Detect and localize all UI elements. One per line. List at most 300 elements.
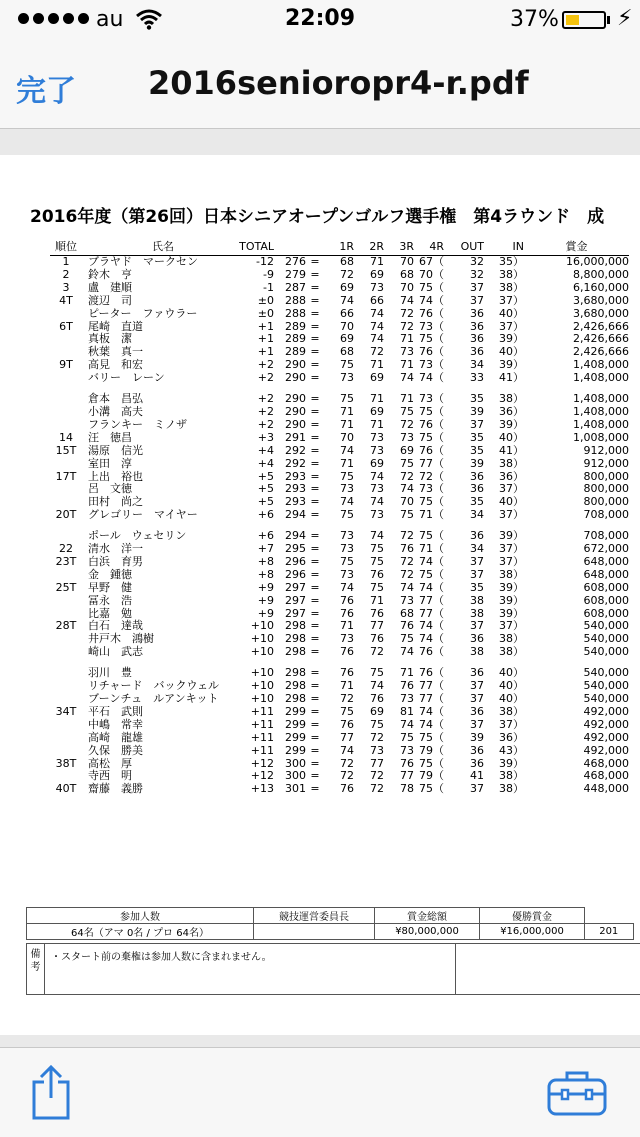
round-1-cell: 70	[340, 430, 354, 444]
prize-cell: 540,000	[583, 619, 629, 633]
round-1-cell: 76	[340, 645, 354, 659]
total-score-cell: 290	[285, 417, 306, 431]
out-score-cell: 34	[470, 542, 484, 556]
round-1-cell: 72	[340, 692, 354, 705]
header-prize: 賞金	[524, 239, 629, 256]
header-r2: 2R	[354, 239, 384, 256]
round-1-cell: 72	[340, 756, 354, 770]
in-score-cell: 40）	[499, 679, 524, 693]
in-score-cell: 35）	[499, 255, 524, 268]
out-score-cell: 32	[470, 255, 484, 268]
total-score-cell: 301	[285, 782, 306, 796]
prize-cell: 540,000	[583, 632, 629, 646]
total-score-cell: 289	[285, 332, 306, 346]
table-row	[50, 706, 629, 719]
prize-cell: 800,000	[583, 495, 629, 509]
round-2-cell: 73	[370, 508, 384, 522]
rank-cell: 20T	[55, 508, 77, 522]
equals-cell: =	[310, 704, 320, 718]
prize-cell: 708,000	[583, 508, 629, 522]
committee-label: 競技運営委員長	[254, 908, 375, 924]
rank-cell	[50, 393, 82, 406]
round-2-cell: 76	[370, 567, 384, 581]
to-par-cell: ±0	[257, 293, 274, 307]
out-score-cell: 36	[470, 529, 484, 543]
out-score-cell: 37	[470, 782, 484, 796]
total-score-cell: 298	[285, 645, 306, 659]
round-4-cell: 75（	[419, 430, 444, 444]
round-3-cell: 72	[400, 306, 414, 320]
rank-cell	[50, 745, 82, 758]
total-score-cell: 298	[285, 666, 306, 680]
in-score-cell: 38）	[499, 267, 524, 281]
equals-cell: =	[310, 743, 320, 757]
total-score-cell: 290	[285, 358, 306, 372]
round-3-cell: 68	[400, 267, 414, 281]
round-3-cell: 74	[400, 580, 414, 594]
in-score-cell: 38）	[499, 392, 524, 406]
round-3-cell: 77	[400, 769, 414, 783]
rank-cell: 14	[59, 430, 73, 444]
table-row	[50, 445, 629, 458]
share-icon[interactable]	[30, 1064, 72, 1124]
round-3-cell: 70	[400, 255, 414, 268]
equals-cell: =	[310, 679, 320, 693]
in-score-cell: 40）	[499, 345, 524, 359]
player-name-cell: 寺西 明	[88, 769, 132, 783]
to-par-cell: -9	[263, 267, 274, 281]
round-3-cell: 72	[400, 554, 414, 568]
round-4-cell: 75（	[419, 404, 444, 418]
round-4-cell: 67（	[419, 255, 444, 268]
round-4-cell: 79（	[419, 743, 444, 757]
in-score-cell: 37）	[499, 717, 524, 731]
player-name-cell: 冨永 浩	[88, 593, 132, 607]
round-2-cell: 74	[370, 319, 384, 333]
header-r4: 4R	[414, 239, 444, 256]
participants-value: 64名（アマ 0名 / プロ 64名）	[27, 924, 254, 940]
round-4-cell: 79（	[419, 769, 444, 783]
player-name-cell: 尾崎 直道	[88, 319, 143, 333]
round-4-cell: 77（	[419, 456, 444, 470]
rank-cell: 3	[62, 280, 70, 294]
prize-cell: 1,408,000	[573, 392, 629, 406]
in-score-cell: 38）	[499, 280, 524, 294]
in-score-cell: 37）	[499, 554, 524, 568]
prize-cell: 492,000	[583, 717, 629, 731]
table-row	[50, 783, 629, 796]
equals-cell: =	[310, 529, 320, 543]
round-4-cell: 72（	[419, 469, 444, 483]
out-score-cell: 37	[470, 679, 484, 693]
total-score-cell: 300	[285, 769, 306, 783]
out-score-cell: 36	[470, 743, 484, 757]
to-par-cell: +8	[257, 567, 274, 581]
total-score-cell: 299	[285, 704, 306, 718]
equals-cell: =	[310, 430, 320, 444]
out-score-cell: 36	[470, 306, 484, 320]
round-3-cell: 74	[400, 293, 414, 307]
rank-cell	[50, 667, 82, 680]
player-name-cell: 倉本 昌弘	[88, 392, 143, 406]
in-score-cell: 39）	[499, 580, 524, 594]
player-name-cell: 湯原 信光	[88, 443, 143, 457]
in-score-cell: 36）	[499, 730, 524, 744]
out-score-cell: 41	[470, 769, 484, 783]
round-4-cell: 74（	[419, 632, 444, 646]
round-2-cell: 75	[370, 666, 384, 680]
equals-cell: =	[310, 392, 320, 406]
in-score-cell: 39）	[499, 756, 524, 770]
out-score-cell: 36	[470, 482, 484, 496]
to-par-cell: +9	[257, 593, 274, 607]
player-name-cell: 白浜 育男	[88, 554, 143, 568]
remarks-divider	[455, 944, 456, 994]
equals-cell: =	[310, 469, 320, 483]
rank-cell	[50, 633, 82, 646]
rank-cell: 38T	[55, 756, 77, 770]
rank-cell	[50, 333, 82, 346]
round-1-cell: 71	[340, 619, 354, 633]
out-score-cell: 35	[470, 580, 484, 594]
prize-cell: 540,000	[583, 666, 629, 680]
round-1-cell: 72	[340, 769, 354, 783]
total-score-cell: 292	[285, 443, 306, 457]
rank-cell	[50, 483, 82, 496]
round-4-cell: 74（	[419, 554, 444, 568]
round-1-cell: 71	[340, 404, 354, 418]
total-score-cell: 290	[285, 392, 306, 406]
prize-cell: 492,000	[583, 743, 629, 757]
out-score-cell: 33	[470, 371, 484, 385]
round-4-cell: 74（	[419, 717, 444, 731]
prize-cell: 1,408,000	[573, 358, 629, 372]
total-score-cell: 297	[285, 580, 306, 594]
round-2-cell: 69	[370, 704, 384, 718]
out-score-cell: 38	[470, 593, 484, 607]
to-par-cell: +4	[257, 443, 274, 457]
round-1-cell: 74	[340, 293, 354, 307]
player-name-cell: 盧 建順	[88, 280, 132, 294]
total-score-cell: 294	[285, 529, 306, 543]
in-score-cell: 40）	[499, 495, 524, 509]
toolbox-icon[interactable]	[546, 1068, 608, 1122]
prize-cell: 608,000	[583, 606, 629, 620]
table-row	[50, 295, 629, 308]
total-score-cell: 299	[285, 730, 306, 744]
to-par-cell: +11	[250, 717, 274, 731]
total-score-cell: 297	[285, 593, 306, 607]
equals-cell: =	[310, 692, 320, 705]
prize-cell: 1,408,000	[573, 417, 629, 431]
round-3-cell: 73	[400, 743, 414, 757]
round-3-cell: 73	[400, 692, 414, 705]
header-r1: 1R	[324, 239, 354, 256]
round-1-cell: 73	[340, 542, 354, 556]
round-1-cell: 69	[340, 332, 354, 346]
rank-cell: 23T	[55, 554, 77, 568]
round-1-cell: 71	[340, 417, 354, 431]
out-score-cell: 37	[470, 554, 484, 568]
round-2-cell: 74	[370, 529, 384, 543]
equals-cell: =	[310, 456, 320, 470]
to-par-cell: +10	[250, 666, 274, 680]
equals-cell: =	[310, 404, 320, 418]
player-name-cell: 井戸木 鴻樹	[88, 632, 154, 646]
participants-label: 参加人数	[27, 908, 254, 924]
table-row	[50, 543, 629, 556]
out-score-cell: 39	[470, 404, 484, 418]
player-name-cell: 早野 健	[88, 580, 132, 594]
table-row	[50, 745, 629, 758]
total-prize-value: ¥80,000,000	[375, 924, 480, 940]
to-par-cell: +4	[257, 456, 274, 470]
to-par-cell: +11	[250, 743, 274, 757]
table-row	[50, 509, 629, 522]
out-score-cell: 35	[470, 392, 484, 406]
committee-value	[254, 924, 375, 940]
equals-cell: =	[310, 554, 320, 568]
equals-cell: =	[310, 632, 320, 646]
round-2-cell: 76	[370, 692, 384, 705]
equals-cell: =	[310, 443, 320, 457]
round-3-cell: 75	[400, 632, 414, 646]
round-2-cell: 71	[370, 593, 384, 607]
navigation-bar	[0, 40, 640, 129]
prize-cell: 2,426,666	[573, 332, 629, 346]
round-3-cell: 76	[400, 542, 414, 556]
prize-cell: 540,000	[583, 692, 629, 705]
player-name-cell: リチャード バックウェル	[88, 679, 220, 693]
prize-cell: 448,000	[583, 782, 629, 796]
in-score-cell: 37）	[499, 619, 524, 633]
in-score-cell: 40）	[499, 692, 524, 705]
to-par-cell: +13	[250, 782, 274, 796]
round-3-cell: 81	[400, 704, 414, 718]
round-3-cell: 75	[400, 508, 414, 522]
round-4-cell: 77（	[419, 692, 444, 705]
equals-cell: =	[310, 319, 320, 333]
round-4-cell: 73（	[419, 358, 444, 372]
prize-cell: 468,000	[583, 756, 629, 770]
rank-cell: 17T	[55, 469, 77, 483]
round-3-cell: 71	[400, 392, 414, 406]
in-score-cell: 36）	[499, 469, 524, 483]
equals-cell: =	[310, 332, 320, 346]
player-name-cell: 比嘉 勉	[88, 606, 132, 620]
battery-percentage: 37%	[510, 7, 559, 32]
total-prize-label: 賞金総額	[375, 908, 480, 924]
prize-cell: 492,000	[583, 730, 629, 744]
in-score-cell: 36）	[499, 404, 524, 418]
player-name-cell: 田村 尚之	[88, 495, 143, 509]
total-score-cell: 298	[285, 619, 306, 633]
round-4-cell: 75（	[419, 332, 444, 346]
round-3-cell: 71	[400, 666, 414, 680]
round-2-cell: 71	[370, 255, 384, 268]
total-score-cell: 290	[285, 404, 306, 418]
out-score-cell: 35	[470, 495, 484, 509]
round-3-cell: 68	[400, 606, 414, 620]
out-score-cell: 37	[470, 692, 484, 705]
total-score-cell: 294	[285, 508, 306, 522]
player-name-cell: バリー レーン	[88, 371, 165, 385]
status-bar	[0, 0, 640, 40]
to-par-cell: +10	[250, 632, 274, 646]
player-name-cell: 鈴木 亨	[88, 267, 132, 281]
rank-cell	[50, 406, 82, 419]
out-score-cell: 39	[470, 456, 484, 470]
out-score-cell: 37	[470, 567, 484, 581]
prize-cell: 468,000	[583, 769, 629, 783]
round-2-cell: 75	[370, 542, 384, 556]
table-row	[50, 372, 629, 385]
round-3-cell: 72	[400, 529, 414, 543]
round-4-cell: 75（	[419, 756, 444, 770]
round-3-cell: 72	[400, 469, 414, 483]
player-name-cell: 高崎 龍雄	[88, 730, 143, 744]
total-score-cell: 293	[285, 495, 306, 509]
round-1-cell: 69	[340, 280, 354, 294]
equals-cell: =	[310, 666, 320, 680]
round-3-cell: 75	[400, 730, 414, 744]
round-4-cell: 77（	[419, 593, 444, 607]
out-score-cell: 38	[470, 645, 484, 659]
rank-cell: 40T	[55, 782, 77, 796]
table-row	[50, 458, 629, 471]
table-row	[50, 719, 629, 732]
rank-cell: 2	[62, 267, 70, 281]
round-1-cell: 75	[340, 508, 354, 522]
player-name-cell: ブーンチュ ルアンキット	[88, 692, 219, 705]
total-score-cell: 289	[285, 319, 306, 333]
total-score-cell: 296	[285, 554, 306, 568]
prize-cell: 492,000	[583, 704, 629, 718]
player-name-cell: 汪 徳昌	[88, 430, 132, 444]
rank-cell	[50, 458, 82, 471]
round-4-cell: 74（	[419, 371, 444, 385]
round-1-cell: 73	[340, 632, 354, 646]
round-2-cell: 69	[370, 404, 384, 418]
to-par-cell: +11	[250, 730, 274, 744]
to-par-cell: +1	[257, 345, 274, 359]
total-score-cell: 298	[285, 632, 306, 646]
round-3-cell: 74	[400, 645, 414, 659]
prize-cell: 540,000	[583, 645, 629, 659]
player-name-cell: 渡辺 司	[88, 293, 132, 307]
round-4-cell: 74（	[419, 704, 444, 718]
in-score-cell: 37）	[499, 508, 524, 522]
in-score-cell: 39）	[499, 593, 524, 607]
prize-cell: 3,680,000	[573, 293, 629, 307]
equals-cell: =	[310, 306, 320, 320]
prize-cell: 912,000	[583, 456, 629, 470]
round-2-cell: 73	[370, 482, 384, 496]
round-4-cell: 73（	[419, 392, 444, 406]
round-3-cell: 74	[400, 371, 414, 385]
rank-cell	[50, 569, 82, 582]
round-2-cell: 72	[370, 345, 384, 359]
in-score-cell: 38）	[499, 782, 524, 796]
prize-cell: 800,000	[583, 482, 629, 496]
to-par-cell: -12	[256, 255, 274, 268]
table-row	[50, 569, 629, 582]
round-3-cell: 72	[400, 319, 414, 333]
player-name-cell: 上出 裕也	[88, 469, 143, 483]
round-2-cell: 76	[370, 632, 384, 646]
round-4-cell: 71（	[419, 508, 444, 522]
battery-cap	[607, 16, 610, 24]
to-par-cell: +2	[257, 392, 274, 406]
rank-cell: 25T	[55, 580, 77, 594]
equals-cell: =	[310, 267, 320, 281]
out-score-cell: 32	[470, 267, 484, 281]
rank-cell: 22	[59, 542, 73, 556]
round-2-cell: 69	[370, 456, 384, 470]
equals-cell: =	[310, 717, 320, 731]
prize-cell: 1,408,000	[573, 371, 629, 385]
round-1-cell: 74	[340, 743, 354, 757]
player-name-cell: 平石 武則	[88, 704, 143, 718]
player-name-cell: 金 鍾徳	[88, 567, 132, 581]
round-2-cell: 71	[370, 417, 384, 431]
in-score-cell: 41）	[499, 443, 524, 457]
equals-cell: =	[310, 606, 320, 620]
total-score-cell: 295	[285, 542, 306, 556]
header-r3: 3R	[384, 239, 414, 256]
player-name-cell: 秋葉 真一	[88, 345, 143, 359]
round-2-cell: 72	[370, 782, 384, 796]
carrier-label: au	[96, 7, 124, 32]
round-2-cell: 74	[370, 306, 384, 320]
clock: 22:09	[284, 6, 356, 31]
rank-cell	[50, 308, 82, 321]
to-par-cell: +6	[257, 529, 274, 543]
to-par-cell: +6	[257, 508, 274, 522]
table-row	[50, 556, 629, 569]
equals-cell: =	[310, 645, 320, 659]
player-name-cell: 真板 潔	[88, 332, 132, 346]
round-1-cell: 70	[340, 319, 354, 333]
round-1-cell: 73	[340, 482, 354, 496]
equals-cell: =	[310, 730, 320, 744]
out-score-cell: 37	[470, 619, 484, 633]
done-button[interactable]: 完了	[16, 74, 76, 109]
total-score-cell: 289	[285, 345, 306, 359]
in-score-cell: 38）	[499, 567, 524, 581]
prize-cell: 2,426,666	[573, 319, 629, 333]
table-row	[50, 582, 629, 595]
to-par-cell: +8	[257, 554, 274, 568]
to-par-cell: +1	[257, 332, 274, 346]
round-4-cell: 76（	[419, 645, 444, 659]
pdf-page[interactable]	[0, 155, 640, 1035]
in-score-cell: 37）	[499, 542, 524, 556]
to-par-cell: +11	[250, 704, 274, 718]
player-name-cell: 呂 文徳	[88, 482, 132, 496]
prize-cell: 1,008,000	[573, 430, 629, 444]
round-2-cell: 72	[370, 730, 384, 744]
bottom-toolbar	[0, 1047, 640, 1137]
round-1-cell: 76	[340, 606, 354, 620]
to-par-cell: +3	[257, 430, 274, 444]
to-par-cell: +10	[250, 692, 274, 705]
round-3-cell: 73	[400, 430, 414, 444]
round-1-cell: 75	[340, 469, 354, 483]
in-score-cell: 39）	[499, 332, 524, 346]
equals-cell: =	[310, 280, 320, 294]
in-score-cell: 39）	[499, 529, 524, 543]
